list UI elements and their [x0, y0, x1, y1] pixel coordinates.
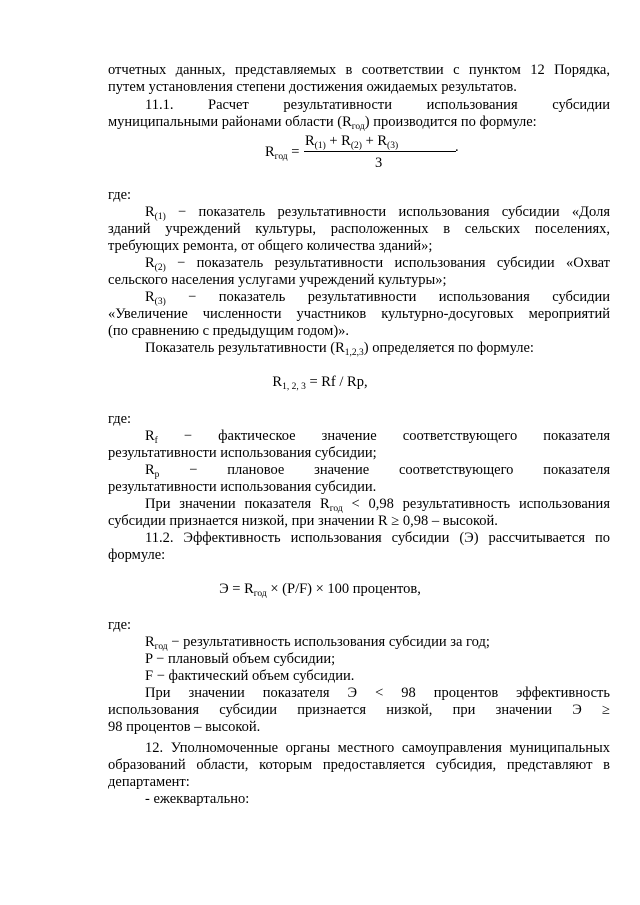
paragraph-line: муниципальными районами области $(R_{год})$ производится по формуле:: [108, 114, 537, 132]
definition-rp: $R_p$ − плановое значение соответствующего показателя: [145, 462, 610, 480]
paragraph-line: требующих ремонта, от общего количества зданий»;: [108, 238, 433, 254]
definition-r3: $R_{(3)}$ − показатель результативности использования субсидии: [145, 289, 610, 307]
paragraph-line: использования субсидии признается низкой, при значении Э ≥: [108, 702, 610, 718]
paragraph-line: отчетных данных, представляемых в соответствии с пунктом 12 Порядка,: [108, 62, 610, 78]
fraction-bar: [304, 151, 456, 152]
paragraph-line: результативности использования субсидии;: [108, 445, 377, 461]
definition-f: F − фактический объем субсидии.: [145, 668, 355, 684]
paragraph-line: субсидии признается низкой, при значении R ≥ 0,98 – высокой.: [108, 513, 498, 529]
list-item: - ежеквартально:: [145, 791, 250, 807]
paragraph-line: результативности использования субсидии.: [108, 479, 377, 495]
formula-period: .: [455, 139, 459, 155]
formula-lhs: $R_{год}$ =: [265, 144, 300, 162]
section-11-2-heading: 11.2. Эффективность использования субсидии (Э) рассчитывается по: [145, 530, 610, 546]
paragraph-line: «Увеличение численности участников культурно-досуговых мероприятий: [108, 306, 610, 322]
definition-r-god: $R_{год}$ − результативность использования субсидии за год;: [145, 634, 490, 652]
paragraph-line: формуле:: [108, 547, 166, 563]
where-label: где:: [108, 411, 132, 427]
paragraph-line: путем установления степени достижения ожидаемых результатов.: [108, 79, 517, 95]
paragraph-line: При значении показателя Э < 98 процентов эффективность: [145, 685, 610, 701]
paragraph-line: (по сравнению с предыдущим годом)».: [108, 323, 350, 339]
paragraph-line: зданий учреждений культуры, расположенных в сельских поселениях,: [108, 221, 610, 237]
formula-r123: $R_{1, 2, 3} = Rf / Rp$,: [272, 374, 368, 392]
definition-r1: $R_{(1)}$ − показатель результативности использования субсидии «Доля: [145, 204, 610, 222]
paragraph-line: 98 процентов – высокой.: [108, 719, 261, 735]
section-12-heading: 12. Уполномоченные органы местного самоуправления муниципальных: [145, 740, 610, 756]
formula-efficiency: $Э = R_{год} \times (P/F) \times 100$ процентов,: [219, 581, 421, 599]
paragraph-line: сельского населения услугами учреждений культуры»;: [108, 272, 447, 288]
paragraph-line: Показатель результативности $(R_{1,2,3})$ определяется по формуле:: [145, 340, 534, 358]
paragraph-line: При значении показателя $R_{год} < 0,98$ результативность использования: [145, 496, 610, 514]
definition-rf: $R_f$ − фактическое значение соответствующего показателя: [145, 428, 610, 446]
paragraph-line: департамент:: [108, 774, 190, 790]
paragraph-line: образований области, которым предоставляется субсидия, представляют в: [108, 757, 610, 773]
formula-denominator: 3: [375, 155, 383, 171]
definition-p: P − плановый объем субсидии;: [145, 651, 336, 667]
formula-numerator: $R_{(1)} + R_{(2)} + R_{(3)}$: [305, 133, 399, 151]
definition-r2: $R_{(2)}$ − показатель результативности использования субсидии «Охват: [145, 255, 610, 273]
where-label: где:: [108, 617, 132, 633]
where-label: где:: [108, 187, 132, 203]
section-11-1-heading: 11.1. Расчет результативности использования субсидии: [145, 97, 610, 113]
